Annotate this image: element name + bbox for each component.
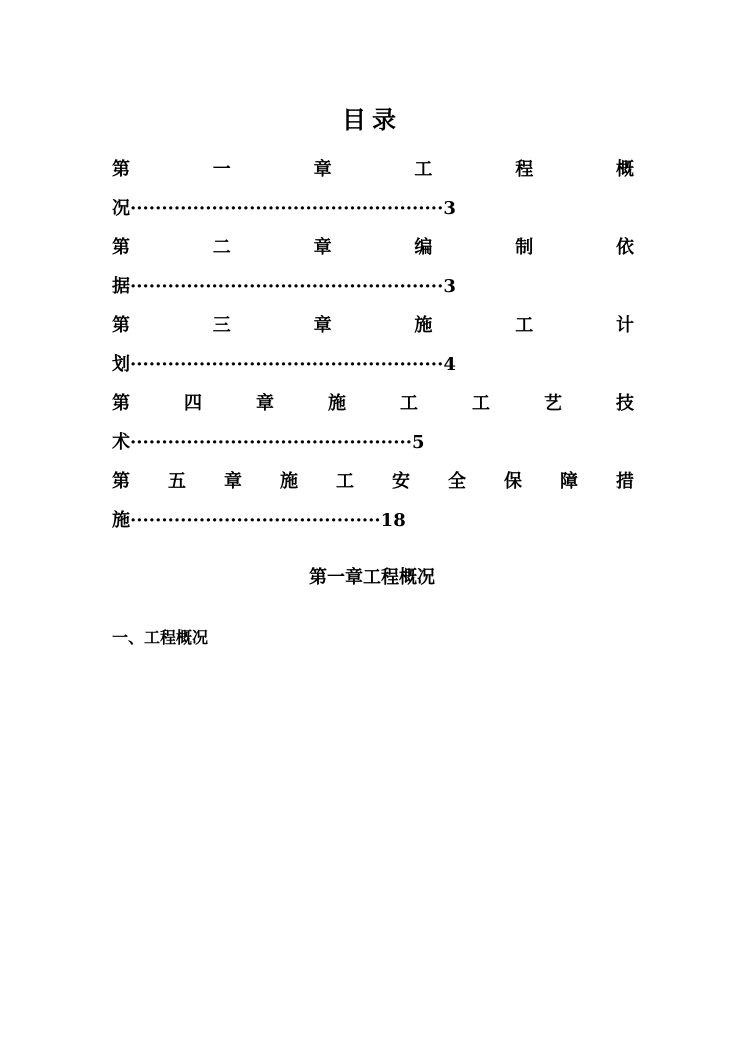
toc-char: 第 bbox=[112, 159, 130, 180]
section-heading: 一、工程概况 bbox=[112, 628, 209, 647]
toc-char: 第 bbox=[112, 315, 130, 336]
toc-char: 第 bbox=[112, 237, 130, 258]
toc-char: 况 bbox=[112, 198, 130, 219]
toc-entry-leader-line bbox=[112, 267, 634, 306]
toc-char: 章 bbox=[256, 393, 274, 414]
toc-leader-dots: ········································ bbox=[130, 510, 381, 531]
toc-page-number: 18 bbox=[380, 510, 406, 531]
toc-page-number: 5 bbox=[412, 432, 425, 453]
toc-page-number: 4 bbox=[443, 354, 456, 375]
toc-char: 一 bbox=[212, 159, 231, 180]
toc-entry-title-line bbox=[112, 150, 634, 189]
toc-char: 编 bbox=[414, 237, 433, 258]
chapter-heading: 第一章工程概况 bbox=[309, 567, 435, 588]
toc-char: 三 bbox=[212, 315, 231, 336]
toc-entry-title-line bbox=[112, 306, 634, 345]
toc-char: 划 bbox=[112, 354, 130, 375]
toc-entry-leader-line bbox=[112, 189, 634, 228]
toc-char: 计 bbox=[615, 315, 634, 336]
toc-char: 保 bbox=[504, 471, 522, 492]
toc-char: 概 bbox=[615, 159, 634, 180]
toc-entry-title-line bbox=[112, 462, 634, 501]
toc-char: 程 bbox=[515, 159, 534, 180]
toc-char: 工 bbox=[400, 393, 418, 414]
toc-title: 目录 bbox=[342, 105, 402, 134]
toc-page-number: 3 bbox=[443, 276, 456, 297]
toc-char: 章 bbox=[313, 237, 332, 258]
toc-entry[interactable] bbox=[112, 228, 634, 306]
toc-entry[interactable] bbox=[112, 306, 634, 384]
toc-char: 章 bbox=[224, 471, 242, 492]
toc-char: 工 bbox=[336, 471, 354, 492]
toc-entry-leader-line bbox=[112, 345, 634, 384]
toc-entry-leader-line bbox=[112, 423, 634, 462]
toc-char: 障 bbox=[560, 471, 578, 492]
toc-entry-title-line bbox=[112, 384, 634, 423]
toc-char: 技 bbox=[616, 393, 634, 414]
toc-entry[interactable] bbox=[112, 384, 634, 462]
toc-char: 措 bbox=[616, 471, 634, 492]
toc-char: 章 bbox=[313, 315, 332, 336]
toc-char: 工 bbox=[515, 315, 534, 336]
toc-char: 施 bbox=[328, 393, 346, 414]
toc-char: 据 bbox=[112, 276, 130, 297]
toc-char: 第 bbox=[112, 393, 130, 414]
toc-char: 全 bbox=[448, 471, 466, 492]
toc-char: 施 bbox=[280, 471, 298, 492]
toc-char: 术 bbox=[112, 432, 130, 453]
toc-char: 工 bbox=[472, 393, 490, 414]
toc-leader-dots: ·················································· bbox=[130, 198, 444, 219]
toc-char: 四 bbox=[184, 393, 202, 414]
toc-char: 艺 bbox=[544, 393, 562, 414]
toc-char: 依 bbox=[615, 237, 634, 258]
toc-char: 工 bbox=[414, 159, 433, 180]
toc-char: 章 bbox=[313, 159, 332, 180]
toc-page-number: 3 bbox=[443, 198, 456, 219]
toc-char: 制 bbox=[515, 237, 534, 258]
toc-entry-title-line bbox=[112, 228, 634, 267]
toc-leader-dots: ·················································· bbox=[130, 354, 444, 375]
toc-char: 安 bbox=[392, 471, 410, 492]
toc-entry[interactable] bbox=[112, 462, 634, 540]
toc-entry[interactable] bbox=[112, 150, 634, 228]
toc-char: 第 bbox=[112, 471, 130, 492]
toc-entry-leader-line bbox=[112, 501, 634, 540]
toc-leader-dots: ·················································· bbox=[130, 276, 444, 297]
toc-char: 五 bbox=[168, 471, 186, 492]
toc-char: 施 bbox=[414, 315, 433, 336]
toc-leader-dots: ············································· bbox=[130, 432, 412, 453]
toc-char: 施 bbox=[112, 510, 130, 531]
toc-char: 二 bbox=[212, 237, 231, 258]
table-of-contents bbox=[112, 150, 634, 540]
